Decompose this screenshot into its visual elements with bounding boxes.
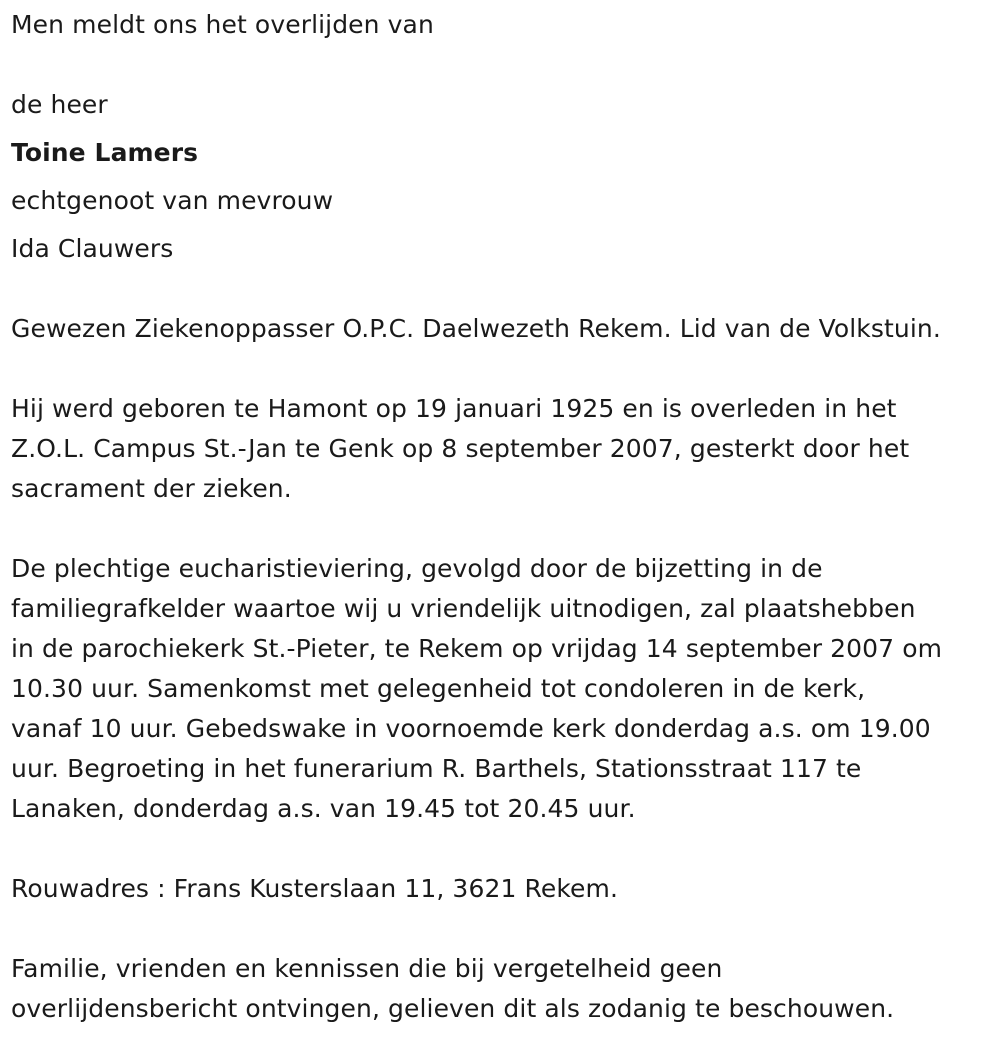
mourning-address: Rouwadres : Frans Kusterslaan 11, 3621 Rekem. bbox=[11, 874, 619, 903]
spouse-name: Ida Clauwers bbox=[11, 234, 174, 263]
spouse-label: echtgenoot van mevrouw bbox=[11, 186, 334, 215]
paragraph-line: Hij werd geboren te Hamont op 19 januari 1925 en is overleden in het bbox=[11, 394, 897, 423]
paragraph-line: overlijdensbericht ontvingen, gelieven dit als zodanig te beschouwen. bbox=[11, 994, 895, 1023]
closing-paragraph bbox=[11, 949, 894, 1029]
paragraph-line: Familie, vrienden en kennissen die bij vergetelheid geen bbox=[11, 954, 723, 983]
paragraph-line: familiegrafkelder waartoe wij u vriendelijk uitnodigen, zal plaatshebben bbox=[11, 594, 916, 623]
birth-death-paragraph bbox=[11, 389, 909, 509]
paragraph-line: sacrament der zieken. bbox=[11, 474, 292, 503]
paragraph-line: Z.O.L. Campus St.-Jan te Genk op 8 september 2007, gesterkt door het bbox=[11, 434, 910, 463]
title-prefix: de heer bbox=[11, 90, 108, 119]
ceremony-paragraph bbox=[11, 549, 942, 829]
paragraph-line: vanaf 10 uur. Gebedswake in voornoemde kerk donderdag a.s. om 19.00 bbox=[11, 714, 931, 743]
paragraph-line: De plechtige eucharistieviering, gevolgd door de bijzetting in de bbox=[11, 554, 823, 583]
occupation-text: Gewezen Ziekenoppasser O.P.C. Daelwezeth Rekem. Lid van de Volkstuin. bbox=[11, 314, 941, 343]
paragraph-line: Lanaken, donderdag a.s. van 19.45 tot 20.45 uur. bbox=[11, 794, 636, 823]
intro-text: Men meldt ons het overlijden van bbox=[11, 10, 434, 39]
paragraph-line: 10.30 uur. Samenkomst met gelegenheid tot condoleren in de kerk, bbox=[11, 674, 866, 703]
paragraph-line: in de parochiekerk St.-Pieter, te Rekem op vrijdag 14 september 2007 om bbox=[11, 634, 943, 663]
deceased-name: Toine Lamers bbox=[11, 138, 199, 167]
paragraph-line: uur. Begroeting in het funerarium R. Barthels, Stationsstraat 117 te bbox=[11, 754, 862, 783]
